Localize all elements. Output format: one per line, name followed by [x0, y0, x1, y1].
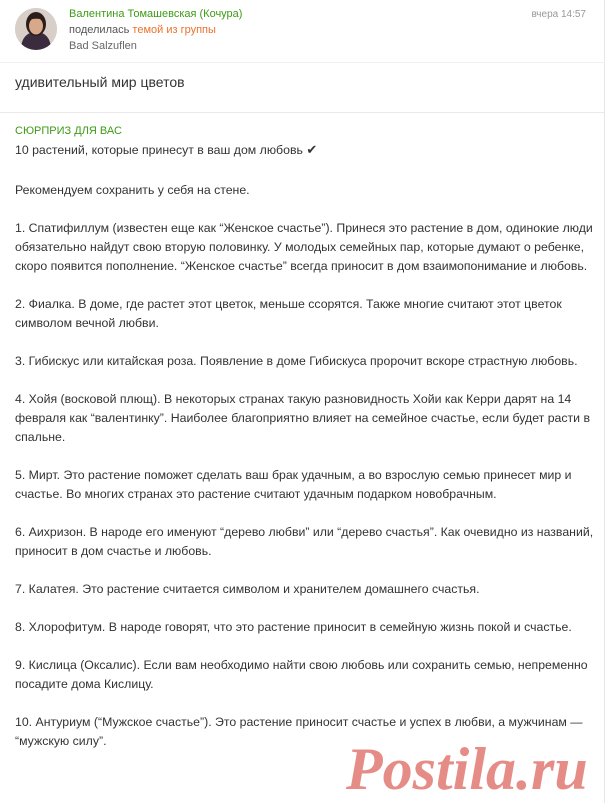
author-avatar[interactable]: [15, 8, 57, 50]
post-headline-text: 10 растений, которые принесут в ваш дом любовь: [15, 143, 303, 157]
watermark-text: Postila.ru: [346, 736, 588, 799]
avatar-photo: [15, 8, 57, 50]
shared-line: [69, 24, 216, 36]
post-header: [0, 0, 605, 62]
plant-item-6: 6. Аихризон. В народе его именуют “дерево любви” или “дерево счастья”. Как очевидно из названий, приносит в дом счастье и любовь.: [15, 525, 594, 558]
plant-item-3: 3. Гибискус или китайская роза. Появление в доме Гибискуса пророчит вскоре страстную любовь.: [15, 354, 578, 368]
post-supertitle: СЮРПРИЗ ДЛЯ ВАС: [15, 125, 122, 137]
plant-item-7: 7. Калатея. Это растение считается символом и хранителем домашнего счастья.: [15, 582, 480, 596]
header-divider: [0, 62, 605, 63]
plant-item-8: 8. Хлорофитум. В народе говорят, что это растение приносит в семейную жизнь покой и счастье.: [15, 620, 572, 634]
plant-item-9: 9. Кислица (Оксалис). Если вам необходимо найти свою любовь или сохранить семью, непременно посадите дома Кислицу.: [15, 658, 588, 691]
post-body: [15, 124, 595, 770]
author-name-link[interactable]: Валентина Томашевская (Кочура): [69, 8, 243, 20]
postila-watermark-logo: [342, 725, 602, 799]
post-intro: Рекомендуем сохранить у себя на стене.: [15, 183, 250, 197]
group-topic-link[interactable]: темой из группы: [132, 24, 216, 36]
title-divider: [0, 112, 605, 113]
plant-item-5: 5. Мирт. Это растение поможет сделать ваш брак удачным, а во взрослую семью принесет мир и счастье. Во многих странах это растение считают удачным подарком новобрачным.: [15, 468, 572, 501]
watermark-graphic: [342, 725, 602, 799]
plant-item-1: 1. Спатифиллум (известен еще как “Женское счастье”). Принеся это растение в дом, одинокие люди обязательно найдут свою вторую половинку. У молодых семейных пар, которые думают о ребенке, скоро появится пополнение. “Женское счастье” всегда приносит в дом взаимопонимание и любовь.: [15, 221, 593, 273]
post-headline: [15, 141, 595, 160]
plant-item-10: 10. Антуриум (“Мужское счастье”). Это растение приносит счастье и успех в любви, а мужчинам — “мужскую силу”.: [15, 715, 583, 748]
shared-prefix: поделилась: [69, 24, 130, 36]
checkmark-icon: ✔: [306, 143, 318, 158]
author-location: Bad Salzuflen: [69, 40, 137, 52]
plant-item-2: 2. Фиалка. В доме, где растет этот цветок, меньше ссорятся. Также многие считают этот цветок символом вечной любви.: [15, 297, 562, 330]
post-timestamp: вчера 14:57: [531, 9, 586, 20]
post-title: удивительный мир цветов: [15, 74, 185, 90]
plant-item-4: 4. Хойя (восковой плющ). В некоторых странах такую разновидность Хойи как Керри дарят на 14 февраля как “валентинку”. Наиболее благоприятно влияет на семейное счастье, если будет расти в спальне.: [15, 392, 590, 444]
